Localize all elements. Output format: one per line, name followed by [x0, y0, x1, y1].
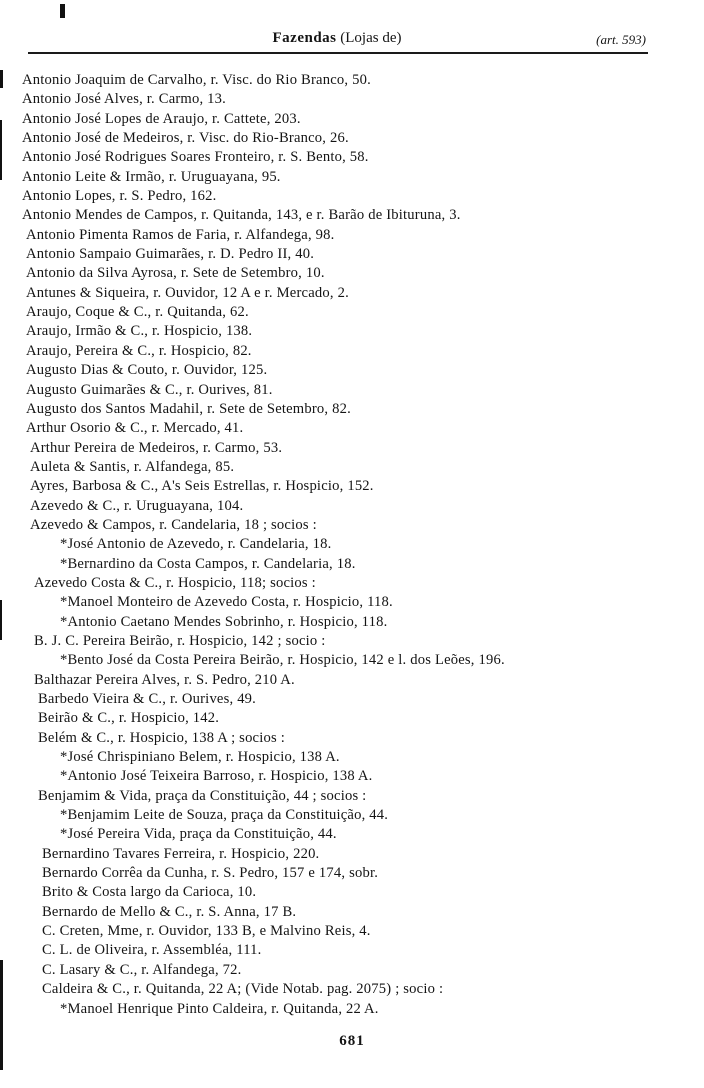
list-entry: Antonio José Rodrigues Soares Fronteiro, r. S. Bento, 58. — [22, 149, 369, 166]
list-entry: Augusto dos Santos Madahil, r. Sete de Setembro, 82. — [26, 400, 351, 417]
list-entry-partner: *Antonio José Teixeira Barroso, r. Hospicio, 138 A. — [60, 768, 373, 785]
list-entry: Augusto Guimarães & C., r. Ourives, 81. — [26, 381, 273, 398]
margin-mark — [0, 600, 2, 640]
list-entry: Antonio Sampaio Guimarães, r. D. Pedro II, 40. — [26, 246, 315, 263]
header-subtitle: (Lojas de) — [340, 30, 402, 46]
list-entry: B. J. C. Pereira Beirão, r. Hospicio, 142 ; socio : — [34, 632, 326, 649]
list-entry: Antonio José Alves, r. Carmo, 13. — [22, 91, 227, 108]
list-entry: Augusto Dias & Couto, r. Ouvidor, 125. — [26, 362, 268, 379]
list-entry: Azevedo & Campos, r. Candelaria, 18 ; socios : — [30, 516, 317, 533]
list-entry: Antonio José Lopes de Araujo, r. Cattete, 203. — [22, 110, 301, 127]
list-entry: Araujo, Pereira & C., r. Hospicio, 82. — [26, 342, 252, 359]
running-header — [28, 28, 646, 52]
list-entry: Belém & C., r. Hospicio, 138 A ; socios : — [38, 729, 285, 746]
list-entry: Antonio José de Medeiros, r. Visc. do Rio-Branco, 26. — [22, 130, 349, 147]
list-entry: Antonio Pimenta Ramos de Faria, r. Alfandega, 98. — [26, 226, 335, 243]
list-entry-partner: *José Antonio de Azevedo, r. Candelaria, 18. — [60, 536, 332, 553]
list-entry-partner: *Bento José da Costa Pereira Beirão, r. Hospicio, 142 e l. dos Leões, 196. — [60, 652, 505, 669]
list-entry: C. L. de Oliveira, r. Assembléa, 111. — [42, 942, 262, 959]
list-entry: Beirão & C., r. Hospicio, 142. — [38, 710, 220, 727]
list-entry: Bernardo Corrêa da Cunha, r. S. Pedro, 157 e 174, sobr. — [42, 865, 379, 882]
list-entry-partner: *José Chrispiniano Belem, r. Hospicio, 138 A. — [60, 749, 340, 766]
list-entry: C. Lasary & C., r. Alfandega, 72. — [42, 961, 242, 978]
list-entry: Araujo, Coque & C., r. Quitanda, 62. — [26, 304, 249, 321]
list-entry-partner: *Bernardino da Costa Campos, r. Candelaria, 18. — [60, 555, 356, 572]
list-entry: Antonio da Silva Ayrosa, r. Sete de Setembro, 10. — [26, 265, 325, 282]
list-entry: Benjamim & Vida, praça da Constituição, 44 ; socios : — [38, 787, 367, 804]
list-entry: Antonio Joaquim de Carvalho, r. Visc. do Rio Branco, 50. — [22, 72, 371, 88]
list-entry: Auleta & Santis, r. Alfandega, 85. — [30, 458, 235, 475]
list-entry-partner: *Benjamim Leite de Souza, praça da Constituição, 44. — [60, 807, 389, 824]
list-entry: Caldeira & C., r. Quitanda, 22 A; (Vide Notab. pag. 2075) ; socio : — [42, 981, 444, 998]
header-title: Fazendas — [272, 30, 337, 46]
header-title-line — [28, 30, 646, 47]
list-entry: Balthazar Pereira Alves, r. S. Pedro, 210 A. — [34, 671, 295, 688]
page-number: 681 — [339, 1033, 365, 1049]
list-entry-partner: *Manoel Monteiro de Azevedo Costa, r. Hospicio, 118. — [60, 594, 393, 611]
corner-mark — [60, 4, 65, 18]
list-entry: Antonio Lopes, r. S. Pedro, 162. — [22, 188, 217, 205]
list-entry: Bernardo de Mello & C., r. S. Anna, 17 B. — [42, 903, 297, 920]
entry-list — [22, 71, 672, 1019]
list-entry: Araujo, Irmão & C., r. Hospicio, 138. — [26, 323, 253, 340]
margin-mark — [0, 120, 2, 180]
margin-mark — [0, 960, 3, 1070]
list-entry: Ayres, Barbosa & C., A's Seis Estrellas, r. Hospicio, 152. — [30, 478, 374, 495]
list-entry-partner: *Manoel Henrique Pinto Caldeira, r. Quitanda, 22 A. — [60, 1000, 379, 1017]
list-entry: Azevedo Costa & C., r. Hospicio, 118; socios : — [34, 574, 316, 591]
list-entry-partner: *José Pereira Vida, praça da Constituição, 44. — [60, 826, 337, 843]
list-entry: Barbedo Vieira & C., r. Ourives, 49. — [38, 691, 257, 707]
list-entry: Azevedo & C., r. Uruguayana, 104. — [30, 497, 244, 514]
list-entry: Antonio Mendes de Campos, r. Quitanda, 143, e r. Barão de Ibituruna, 3. — [22, 207, 461, 224]
list-entry: Arthur Osorio & C., r. Mercado, 41. — [26, 420, 244, 437]
header-article-note: (art. 593) — [596, 32, 646, 47]
header-rule — [28, 52, 648, 54]
list-entry: Brito & Costa largo da Carioca, 10. — [42, 884, 257, 901]
list-entry: Arthur Pereira de Medeiros, r. Carmo, 53. — [30, 439, 283, 456]
list-entry: C. Creten, Mme, r. Ouvidor, 133 B, e Malvino Reis, 4. — [42, 923, 371, 940]
list-entry: Antonio Leite & Irmão, r. Uruguayana, 95. — [22, 168, 281, 185]
list-entry-partner: *Antonio Caetano Mendes Sobrinho, r. Hospicio, 118. — [60, 613, 388, 630]
list-entry: Bernardino Tavares Ferreira, r. Hospicio, 220. — [42, 845, 320, 862]
margin-mark — [0, 70, 3, 88]
list-entry: Antunes & Siqueira, r. Ouvidor, 12 A e r. Mercado, 2. — [26, 284, 349, 301]
